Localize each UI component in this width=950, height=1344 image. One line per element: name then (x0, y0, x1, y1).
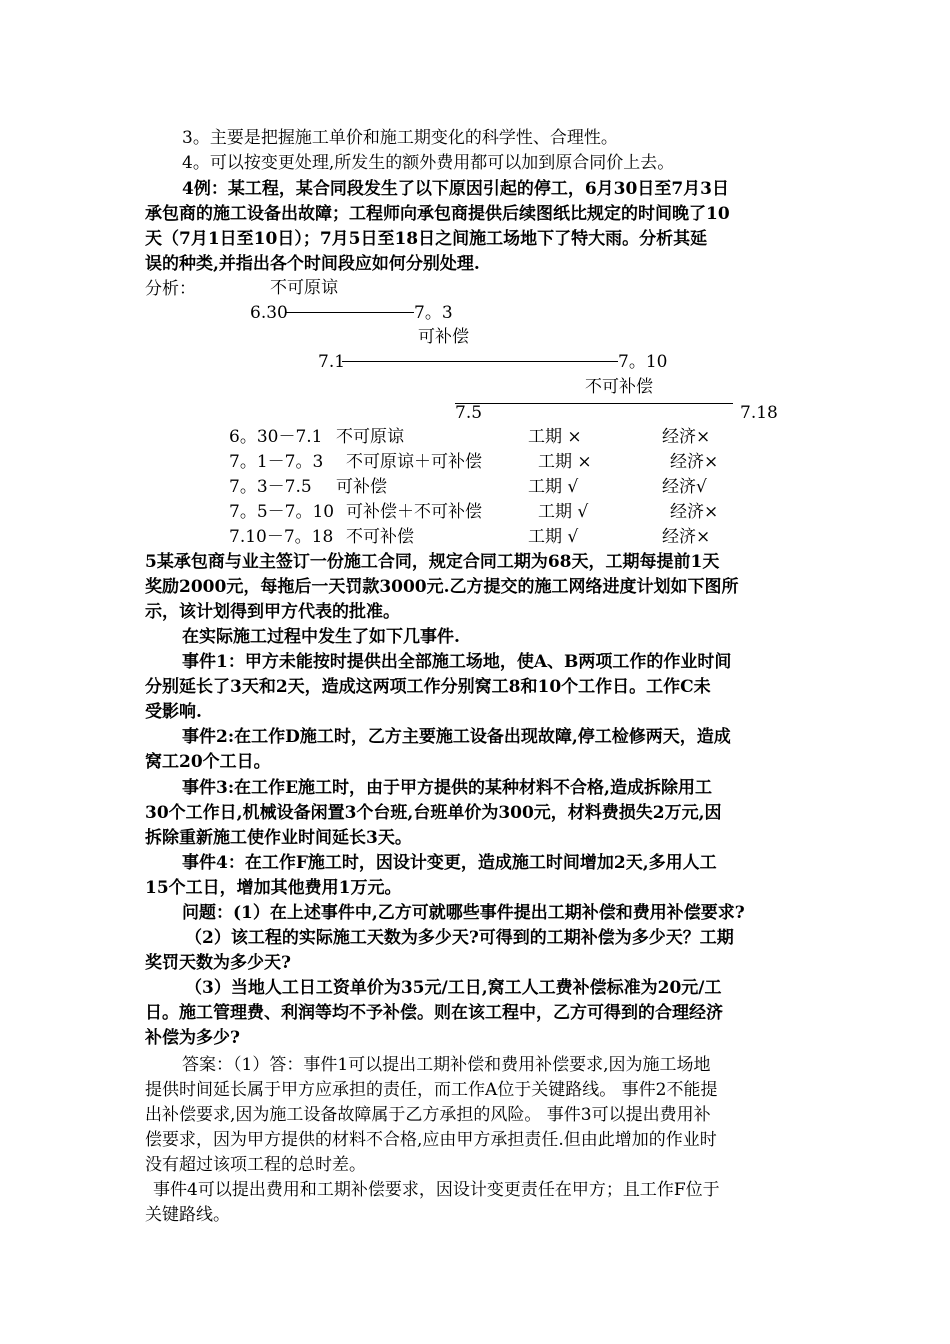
answer-line: 偿要求，因为甲方提供的材料不合格,应由甲方承担责任.但由此增加的作业时 (145, 1130, 717, 1150)
timeline-bar (455, 403, 733, 404)
example-5-line: （2）该工程的实际施工天数为多少天?可得到的工期补偿为多少天？工期 (185, 928, 734, 948)
example-5-line: 示，该计划得到甲方代表的批准。 (145, 602, 400, 622)
timeline-caption: 不可原谅 (270, 278, 338, 298)
example-4-line: 承包商的施工设备出故障；工程师向承包商提供后续图纸比规定的时间晚了10 (145, 204, 730, 224)
example-5-line: 事件1：甲方未能按时提供出全部施工场地，使A、B两项工作的作业时间 (182, 652, 732, 672)
row-economic: 经济× (670, 502, 719, 522)
analysis-label: 分析： (145, 279, 196, 299)
timeline-start: 7.1 (318, 352, 346, 372)
row-schedule: 工期 × (528, 427, 582, 447)
row-period: 6。30－7.1 (229, 427, 323, 447)
example-5-line: 补偿为多少? (145, 1028, 240, 1048)
row-period: 7。3－7.5 (229, 477, 312, 497)
timeline-bar (342, 361, 618, 362)
row-economic: 经济√ (662, 477, 707, 497)
example-5-line: 受影响. (145, 702, 202, 722)
example-5-line: 15个工日，增加其他费用1万元。 (145, 878, 402, 898)
row-economic: 经济× (670, 452, 719, 472)
answer-line: 提供时间延长属于甲方应承担的责任，而工作A位于关键路线。 事件2不能提 (145, 1080, 718, 1100)
row-period: 7。5－7。10 (229, 502, 335, 522)
answer-line: 没有超过该项工程的总时差。 (145, 1155, 366, 1175)
example-4-line: 误的种类,并指出各个时间段应如何分别处理. (145, 254, 480, 274)
timeline-caption: 不可补偿 (585, 377, 653, 397)
row-period: 7.10－7。18 (229, 527, 334, 547)
example-5-line: （3）当地人工日工资单价为35元/工日,窝工人工费补偿标准为20元/工 (185, 978, 722, 998)
example-5-line: 拆除重新施工使作业时间延长3天。 (145, 828, 412, 848)
paragraph-line: 4。可以按变更处理,所发生的额外费用都可以加到原合同价上去。 (182, 153, 675, 173)
row-economic: 经济× (662, 427, 711, 447)
example-5-line: 在实际施工过程中发生了如下几事件. (182, 627, 460, 647)
answer-line: 关键路线。 (145, 1205, 230, 1225)
example-5-line: 问题：(1）在上述事件中,乙方可就哪些事件提出工期补偿和费用补偿要求? (182, 903, 745, 923)
timeline-start: 7.5 (455, 403, 483, 423)
paragraph-line: 3。主要是把握施工单价和施工期变化的科学性、合理性。 (182, 128, 618, 148)
timeline-end: 7。3 (414, 303, 453, 323)
timeline-bar (286, 312, 414, 313)
example-5-line: 事件3:在工作E施工时，由于甲方提供的某种材料不合格,造成拆除用工 (182, 778, 712, 798)
example-5-line: 事件4：在工作F施工时，因设计变更，造成施工时间增加2天,多用人工 (182, 853, 717, 873)
row-type: 不可补偿 (346, 527, 414, 547)
example-5-line: 日。施工管理费、利润等均不予补偿。则在该工程中，乙方可得到的合理经济 (145, 1003, 723, 1023)
row-type: 可补偿＋不可补偿 (346, 502, 482, 522)
row-schedule: 工期 √ (528, 527, 579, 547)
example-5-line: 5某承包商与业主签订一份施工合同，规定合同工期为68天，工期每提前1天 (145, 552, 720, 572)
row-schedule: 工期 √ (528, 477, 579, 497)
example-5-line: 窝工20个工日。 (145, 752, 271, 772)
example-4-line: 天（7月1日至10日）；7月5日至18日之间施工场地下了特大雨。分析其延 (145, 229, 708, 249)
answer-line: 出补偿要求,因为施工设备故障属于乙方承担的风险。 事件3可以提出费用补 (145, 1105, 711, 1125)
timeline-start: 6.30 (250, 303, 288, 323)
row-period: 7。1－7。3 (229, 452, 324, 472)
example-5-line: 30个工作日,机械设备闲置3个台班,台班单价为300元，材料费损失2万元,因 (145, 803, 722, 823)
example-5-line: 奖励2000元，每拖后一天罚款3000元.乙方提交的施工网络进度计划如下图所 (145, 577, 739, 597)
row-type: 不可原谅＋可补偿 (346, 452, 482, 472)
timeline-end: 7.18 (740, 403, 778, 423)
example-4-line: 4例：某工程，某合同段发生了以下原因引起的停工，6月30日至7月3日 (182, 179, 729, 199)
row-schedule: 工期 √ (538, 502, 589, 522)
answer-line: 答案：（1）答：事件1可以提出工期补偿和费用补偿要求,因为施工场地 (182, 1055, 711, 1075)
example-5-line: 分别延长了3天和2天，造成这两项工作分别窝工8和10个工作日。工作C未 (145, 677, 711, 697)
row-economic: 经济× (662, 527, 711, 547)
example-5-line: 奖罚天数为多少天? (145, 953, 291, 973)
answer-line: 事件4可以提出费用和工期补偿要求，因设计变更责任在甲方；且工作F位于 (153, 1180, 720, 1200)
timeline-end: 7。10 (618, 352, 668, 372)
row-type: 可补偿 (336, 477, 387, 497)
row-schedule: 工期 × (538, 452, 592, 472)
row-type: 不可原谅 (336, 427, 404, 447)
example-5-line: 事件2:在工作D施工时，乙方主要施工设备出现故障,停工检修两天，造成 (182, 727, 731, 747)
timeline-caption: 可补偿 (418, 327, 469, 347)
